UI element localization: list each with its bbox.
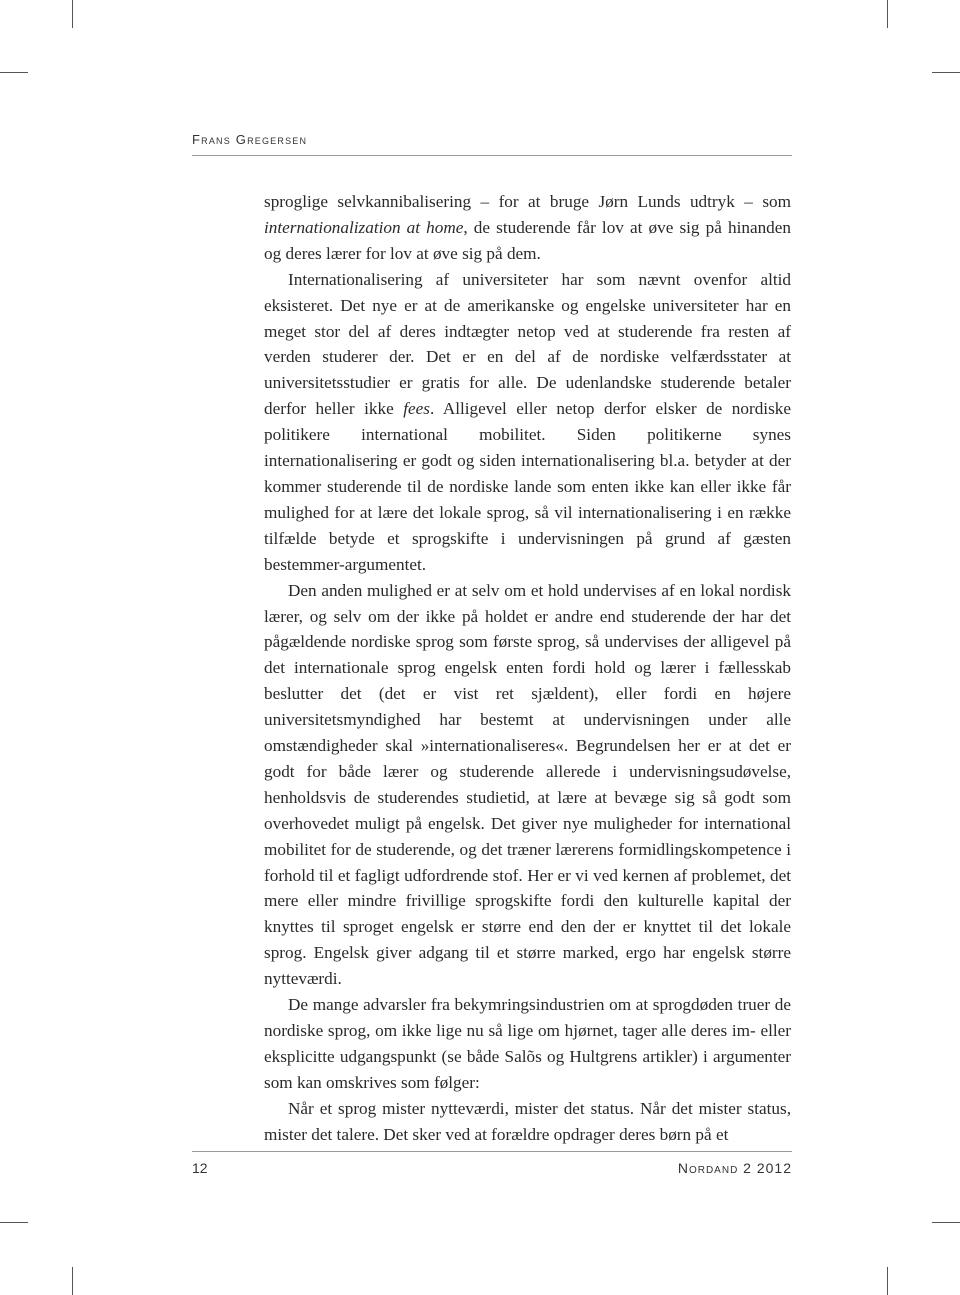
italic-term: fees xyxy=(403,399,430,419)
crop-mark xyxy=(72,0,73,28)
crop-mark xyxy=(72,1267,73,1295)
crop-mark xyxy=(932,72,960,73)
paragraph-text: Internationalisering af universiteter har som nævnt ovenfor altid eksisteret. Det nye er at de amerikanske og engelske universiteter har en meget stor del af deres indtægter netop ved at studerende fra resten af verden studerer der. Det er en del af de nordiske velfærdsstater at universitetsstudier er gratis for alle. De udenlandske studerende betaler derfor heller ikke xyxy=(264,269,791,419)
paragraph: Når et sprog mister nytteværdi, mister det status. Når det mister status, mister det talere. Det sker ved at forældre opdrager deres børn på et xyxy=(264,1098,791,1144)
paragraph: Den anden mulighed er at selv om et hold undervises af en lokal nordisk lærer, og selv om der ikke på holdet er andre end studerende der har det pågældende nordiske sprog som første sprog, så undervises der alligevel på det internationale sprog engelsk enten fordi hold og lærer i fællesskab beslutter det (det er vist ret sjældent), eller fordi en højere universitetsmyndighed har bestemt at undervisningen under alle omstændigheder skal »internationaliseres«. Begrundelsen her er at det er godt for både lærer og studerende allerede i undervisningsudøvelse, henholdsvis de studerendes studietid, at lære at bevæge sig så godt som overhovedet muligt på engelsk. Det giver nye muligheder for international mobilitet for de studerende, og det træner lærerens formidlingskompetence i forhold til et fagligt udfordrende stof. Her er vi ved kernen af problemet, det mere eller mindre frivillige sprogskifte fordi den kulturelle kapital der knyttes til sproget engelsk er større end den der er knyttet til det lokale sprog. Engelsk giver adgang til et større marked, ergo har engelsk større nytteværdi. xyxy=(264,580,791,989)
paragraph-text: . Alligevel eller netop derfor elsker de nordiske politikere international mobilitet. Siden politikerne synes internationalisering er godt og siden internationalisering bl.a. betyder at der kommer studerende til de nordiske lande som enten ikke kan eller ikke får mulighed for at lære det lokale sprog, så vil internationalisering i en række tilfælde betyde et sprogskifte i undervisningen på grund af gæsten bestemmer-argumentet. xyxy=(264,399,791,574)
crop-mark xyxy=(0,1222,28,1223)
page-number: 12 xyxy=(192,1160,208,1176)
crop-mark xyxy=(932,1222,960,1223)
crop-mark xyxy=(887,0,888,28)
body-text xyxy=(264,189,791,1148)
paragraph-text: sproglige selvkannibalisering – for at bruge Jørn Lunds udtryk – som xyxy=(264,192,791,211)
paragraph xyxy=(264,267,791,578)
crop-mark xyxy=(887,1267,888,1295)
journal-name: Nordand 2 2012 xyxy=(677,1160,792,1176)
paragraph: De mange advarsler fra bekymringsindustrien om at sprogdøden truer de nordiske sprog, om ikke lige nu så lige om hjørnet, tager alle deres im- eller eksplicitte udgangspunkt (se både Salõs og Hultgrens artikler) i argumenter som kan omskrives som følger: xyxy=(264,995,791,1092)
crop-mark xyxy=(0,72,28,73)
paragraph-text: , de studerende får lov at øve sig på hinanden og deres lærer for lov at øve sig på dem. xyxy=(264,217,791,263)
italic-term: internationalization at home xyxy=(264,217,464,237)
header-rule xyxy=(192,155,792,156)
paragraph xyxy=(264,189,791,267)
running-head: Frans Gregersen xyxy=(192,132,308,147)
footer-rule xyxy=(192,1151,792,1152)
